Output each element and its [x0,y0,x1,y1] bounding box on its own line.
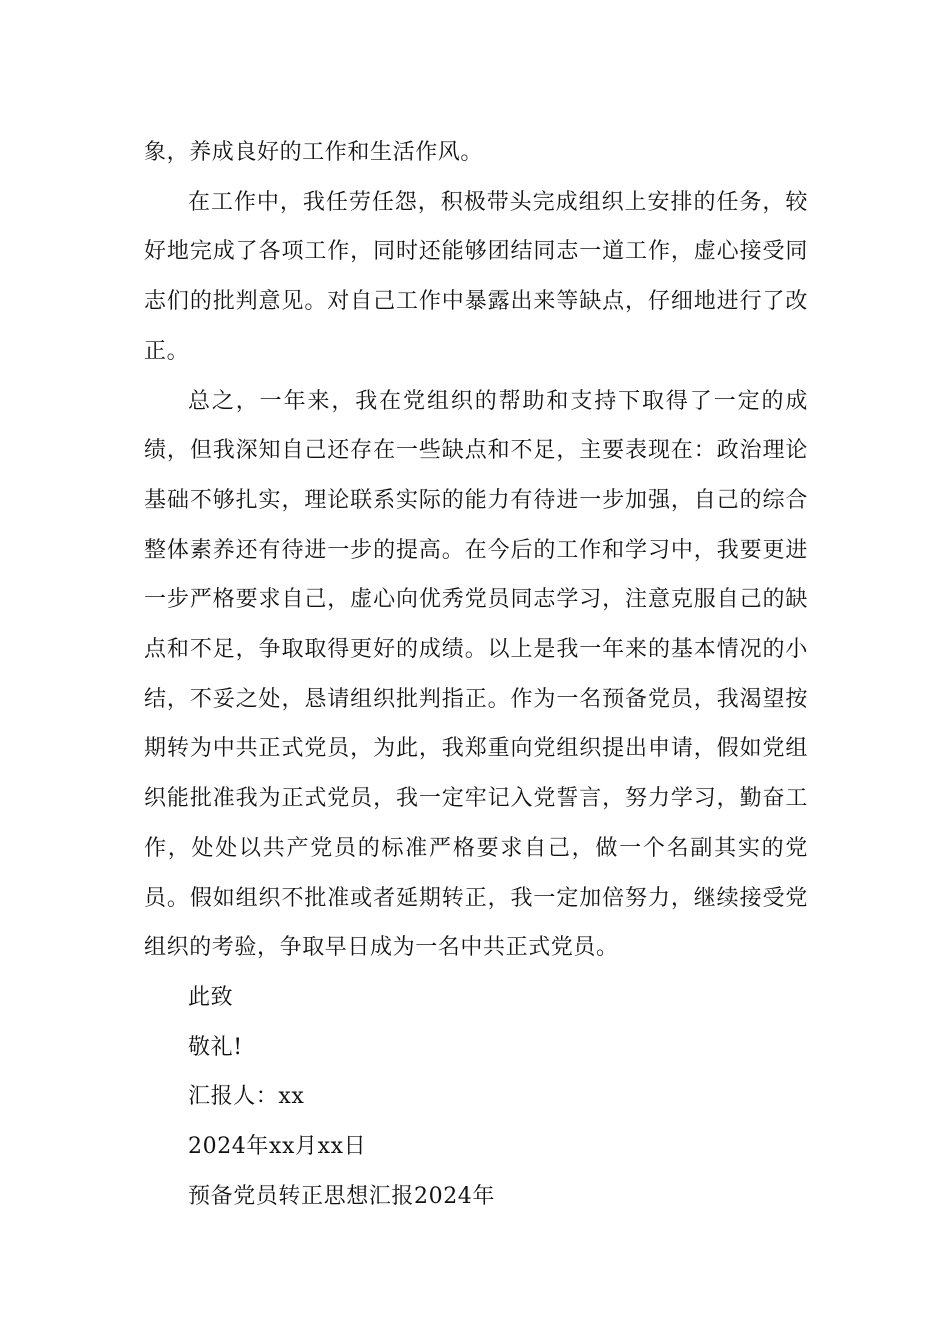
paragraph-work: 在工作中，我任劳任怨，积极带头完成组织上安排的任务，较好地完成了各项工作，同时还能够团结同志一道工作，虚心接受同志们的批判意见。对自己工作中暴露出来等缺点，仔细地进行了改正。 [144,189,808,364]
salute-line: 敬礼! [188,1034,243,1060]
date-line: 2024年xx月xx日 [188,1134,367,1160]
paragraph-continuation: 象，养成良好的工作和生活作风。 [144,140,484,165]
reporter-line: 汇报人：xx [188,1084,305,1110]
document-body [144,128,808,1221]
next-section-title: 预备党员转正思想汇报2024年 [188,1183,495,1209]
closing-line: 此致 [188,984,234,1010]
paragraph-summary: 总之，一年来，我在党组织的帮助和支持下取得了一定的成绩，但我深知自己还存在一些缺点和不足，主要表现在：政治理论基础不够扎实，理论联系实际的能力有待进一步加强，自己的综合整体素养还有待进一步的提高。在今后的工作和学习中，我要更进一步严格要求自己，虚心向优秀党员同志学习，注意克服自己的缺点和不足，争取取得更好的成绩。以上是我一年来的基本情况的小结，不妥之处，恳请组织批判指正。作为一名预备党员，我渴望按期转为中共正式党员，为此，我郑重向党组织提出申请，假如党组织能批准我为正式党员，我一定牢记入党誓言，努力学习，勤奋工作，处处以共产党员的标准严格要求自己，做一个名副其实的党员。假如组织不批准或者延期转正，我一定加倍努力，继续接受党组织的考验，争取早日成为一名中共正式党员。 [144,388,808,961]
